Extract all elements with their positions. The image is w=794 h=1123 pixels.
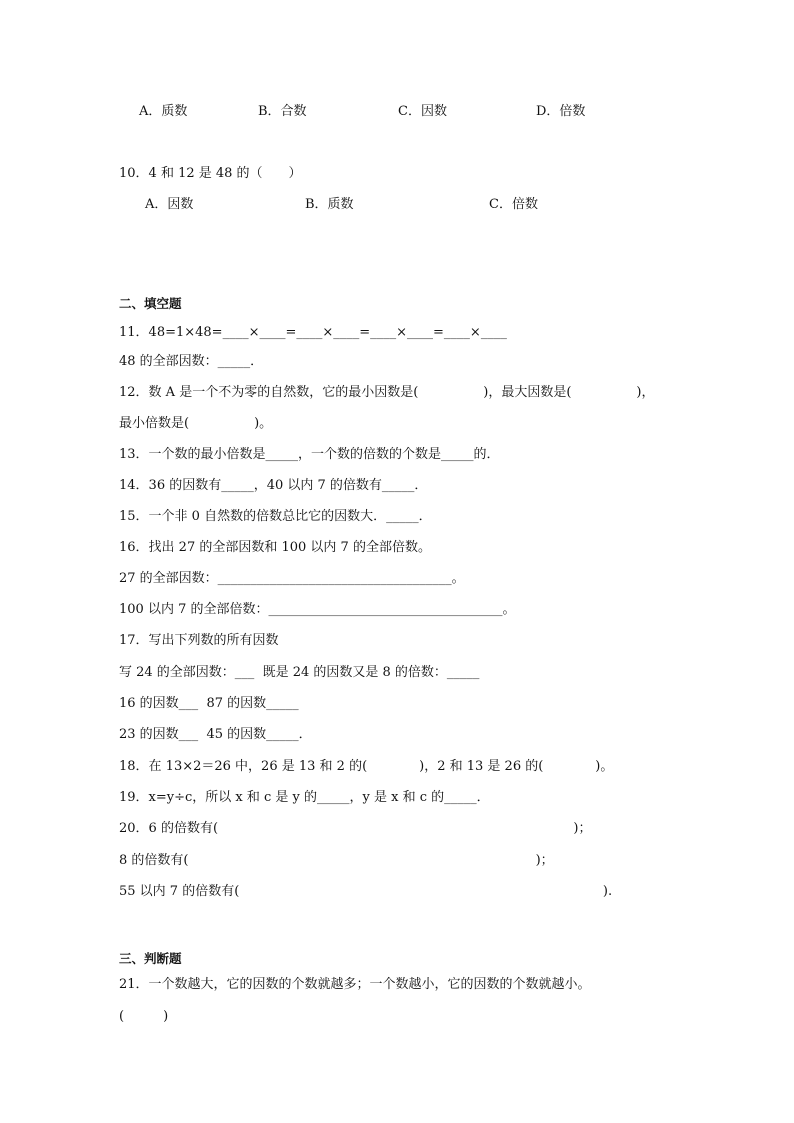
q10-option-b: B．质数 [305, 197, 354, 212]
q19: 19．x=y÷c，所以 x 和 c 是 y 的_____，y 是 x 和 c 的_____． [119, 790, 490, 805]
q20-line2: 8 的倍数有( )； [119, 853, 554, 868]
q17-line3: 23 的因数___ 45 的因数_____． [119, 727, 312, 742]
q9-option-b: B．合数 [258, 104, 307, 119]
q20-line3: 55 以内 7 的倍数有( ). [119, 884, 613, 899]
q12-line2: 最小倍数是( )。 [119, 416, 273, 431]
q9-option-a: A．质数 [139, 104, 188, 119]
q16-stem: 16．找出 27 的全部因数和 100 以内 7 的全部倍数。 [119, 540, 431, 555]
q9-option-c: C．因数 [398, 104, 447, 119]
q11-line1: 11．48=1×48=____×____=____×____=____×____=____×____ [119, 325, 507, 340]
q21-line2: ( ) [119, 1009, 169, 1024]
q15: 15．一个非 0 自然数的倍数总比它的因数大．_____． [119, 509, 432, 524]
q10-stem: 10．4 和 12 是 48 的（ ） [119, 166, 302, 181]
q16-line2: 100 以内 7 的全部倍数：____________________________________。 [119, 602, 516, 617]
q17-stem: 17．写出下列数的所有因数 [119, 633, 279, 648]
q17-line1: 写 24 的全部因数：___ 既是 24 的因数又是 8 的倍数：_____ [119, 665, 480, 680]
q11-line2: 48 的全部因数：_____． [119, 354, 264, 369]
q13: 13．一个数的最小倍数是_____，一个数的倍数的个数是_____的． [119, 447, 500, 462]
q20-line1: 20．6 的倍数有( )； [119, 821, 592, 836]
q16-line1: 27 的全部因数：____________________________________。 [119, 571, 465, 586]
q10-option-a: A．因数 [145, 197, 194, 212]
q17-line2: 16 的因数___ 87 的因数_____ [119, 696, 299, 711]
q18: 18．在 13×2＝26 中，26 是 13 和 2 的( )，2 和 13 是 26 的( )。 [119, 759, 614, 774]
q9-option-d: D．倍数 [536, 104, 586, 119]
q10-option-c: C．倍数 [489, 197, 538, 212]
q12-line1: 12．数 A 是一个不为零的自然数，它的最小因数是( )，最大因数是( )， [119, 385, 655, 400]
q14: 14．36 的因数有_____，40 以内 7 的倍数有_____． [119, 478, 428, 493]
section-fill-in-title: 二、填空题 [119, 296, 182, 311]
section-true-false-title: 三、判断题 [119, 951, 182, 966]
q21-line1: 21．一个数越大，它的因数的个数就越多；一个数越小，它的因数的个数就越小。 [119, 977, 591, 992]
